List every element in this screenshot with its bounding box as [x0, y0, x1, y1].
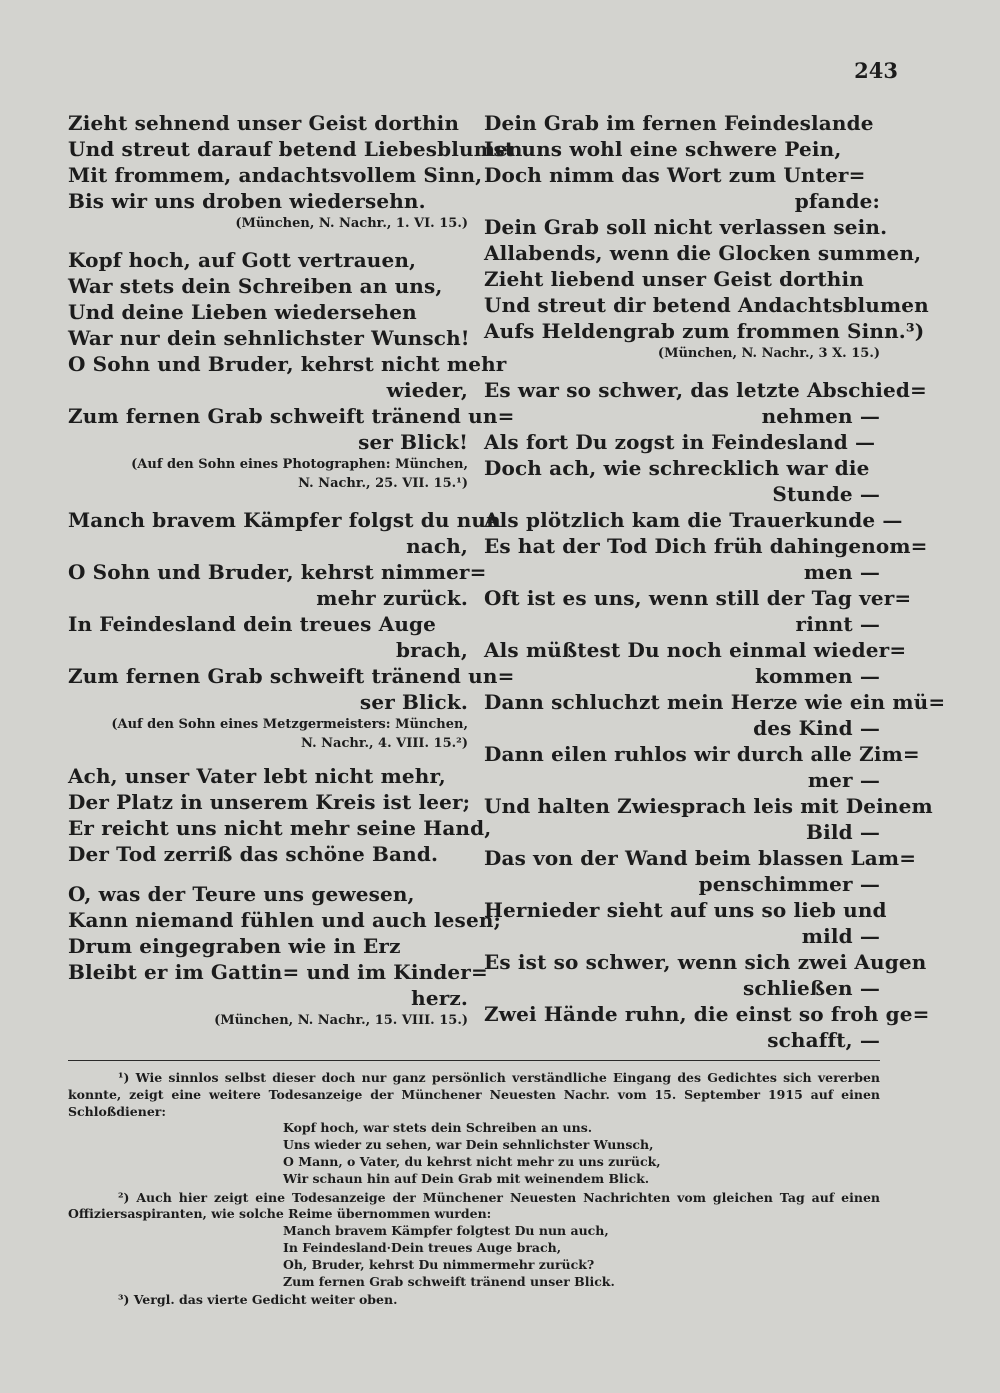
poem-stanza — [484, 110, 929, 363]
poem-line-continuation: schafft, — — [767, 1028, 880, 1052]
footnote-quote — [283, 1223, 880, 1290]
poem-line: Dein Grab soll nicht verlassen sein. — [484, 215, 888, 239]
source-citation: N. Nachr., 4. VIII. 15.²) — [301, 736, 468, 751]
poem-stanza — [68, 763, 492, 867]
poem-line: Der Tod zerriß das schöne Band. — [68, 842, 439, 866]
poem-line: Allabends, wenn die Glocken summen, — [484, 241, 922, 265]
poem-line: Ist uns wohl eine schwere Pein, — [484, 137, 842, 161]
footnote-text: ²) Auch hier zeigt eine Todesanzeige der Münchener Neuesten Nachrichten vom gleichen Tag auf einen Offiziersaspiranten, wie solche Reime übernommen wurden: — [68, 1189, 880, 1222]
poem-line-continuation: mehr zurück. — [316, 586, 468, 610]
poem-line: Zwei Hände ruhn, die einst so froh ge= — [484, 1002, 930, 1026]
quote-line: Manch bravem Kämpfer folgtest Du nun auch, — [283, 1223, 609, 1239]
quote-line: Uns wieder zu sehen, war Dein sehnlichster Wunsch, — [283, 1137, 654, 1153]
poem-line: Dein Grab im fernen Feindeslande — [484, 111, 874, 135]
poem-line-continuation: herz. — [411, 986, 468, 1010]
poem-line-continuation: rinnt — — [795, 612, 880, 636]
poem-line: Kopf hoch, auf Gott vertrauen, — [68, 248, 417, 272]
poem-line: Das von der Wand beim blassen Lam= — [484, 846, 917, 870]
source-citation: (München, N. Nachr., 3 X. 15.) — [657, 346, 880, 361]
footnote-text: ¹) Wie sinnlos selbst dieser doch nur ganz persönlich verständliche Eingang des Gedichtes sich vererben konnte, zeigt eine weitere Todesanzeige der Münchener Neuesten Nachr. vom 15. September 1915 auf einen Schloßdiener: — [68, 1070, 880, 1119]
poem-line-continuation: brach, — [395, 638, 468, 662]
poem-line-continuation: kommen — — [755, 664, 880, 688]
poem-line: O Sohn und Bruder, kehrst nicht mehr — [68, 352, 507, 376]
source-citation: (München, N. Nachr., 15. VIII. 15.) — [214, 1013, 468, 1028]
quote-line: Wir schaun hin auf Dein Grab mit weinendem Blick. — [283, 1170, 650, 1186]
poem-line: Er reicht uns nicht mehr seine Hand, — [68, 816, 492, 840]
poem-line: O, was der Teure uns gewesen, — [68, 882, 415, 906]
poem-line: Doch nimm das Wort zum Unter= — [484, 163, 866, 187]
poem-line: Zieht sehnend unser Geist dorthin — [68, 111, 460, 135]
footnote-2 — [68, 1190, 880, 1291]
poem-line: Oft ist es uns, wenn still der Tag ver= — [484, 586, 912, 610]
footnote-quote — [283, 1120, 880, 1187]
poem-line: Als fort Du zogst in Feindesland — — [484, 430, 876, 454]
quote-line: In Feindesland·Dein treues Auge brach, — [283, 1239, 562, 1255]
poem-line: Und halten Zwiesprach leis mit Deinem — [484, 794, 933, 818]
poem-line: Und streut dir betend Andachtsblumen — [484, 293, 929, 317]
poem-line-continuation: ser Blick! — [358, 430, 468, 454]
left-column — [68, 110, 523, 1030]
poem-line: Bleibt er im Gattin= und im Kinder= — [68, 960, 488, 984]
poem-line-continuation: schließen — — [743, 976, 880, 1000]
poem-line-continuation: mer — — [807, 768, 880, 792]
poem-stanza — [68, 881, 502, 1030]
poem-line: Kann niemand fühlen und auch lesen; — [68, 908, 502, 932]
footnote-1 — [68, 1070, 880, 1188]
poem-line: War stets dein Schreiben an uns, — [68, 274, 443, 298]
poem-line: Manch bravem Kämpfer folgst du nun — [68, 508, 501, 532]
poem-stanza — [68, 247, 515, 493]
quote-line: Zum fernen Grab schweift tränend unser Blick. — [283, 1273, 615, 1289]
poem-line-continuation: ser Blick. — [359, 690, 468, 714]
quote-line: Oh, Bruder, kehrst Du nimmermehr zurück? — [283, 1256, 595, 1272]
source-citation: N. Nachr., 25. VII. 15.¹) — [298, 476, 468, 491]
poem-line: Als plötzlich kam die Trauerkunde — — [484, 508, 903, 532]
source-citation: (Auf den Sohn eines Metzgermeisters: München, — [111, 717, 468, 732]
poem-line-continuation: wieder, — [386, 378, 468, 402]
footnotes — [68, 1070, 880, 1311]
footnote-3 — [68, 1292, 880, 1309]
poem-line-continuation: penschimmer — — [698, 872, 880, 896]
poem-line: Es war so schwer, das letzte Abschied= — [484, 378, 927, 402]
source-citation: (Auf den Sohn eines Photographen: München, — [131, 457, 468, 472]
poem-line: Und streut darauf betend Liebesblumen — [68, 137, 523, 161]
quote-line: O Mann, o Vater, du kehrst nicht mehr zu uns zurück, — [283, 1153, 661, 1169]
poem-line: Dann schluchzt mein Herze wie ein mü= — [484, 690, 946, 714]
poem-line: Zum fernen Grab schweift tränend un= — [68, 664, 515, 688]
right-column — [484, 110, 946, 1053]
footnote-text: ³) Vergl. das vierte Gedicht weiter oben. — [118, 1292, 398, 1308]
poem-line: Doch ach, wie schrecklich war die — [484, 456, 870, 480]
poem-line: War nur dein sehnlichster Wunsch! — [68, 326, 470, 350]
poem-line-continuation: men — — [803, 560, 880, 584]
poem-line-continuation: des Kind — — [753, 716, 880, 740]
poem-line: Aufs Heldengrab zum frommen Sinn.³) — [484, 319, 925, 343]
poem-line: Dann eilen ruhlos wir durch alle Zim= — [484, 742, 920, 766]
poem-line-continuation: nehmen — — [761, 404, 880, 428]
poem-line: Und deine Lieben wiedersehen — [68, 300, 417, 324]
poem-stanza — [68, 110, 523, 233]
poem-line: Drum eingegraben wie in Erz — [68, 934, 401, 958]
poem-line-continuation: mild — — [801, 924, 880, 948]
poem-line: Mit frommem, andachtsvollem Sinn, — [68, 163, 483, 187]
poem-stanza — [484, 377, 946, 1053]
poem-line: In Feindesland dein treues Auge — [68, 612, 437, 636]
poem-line: Als müßtest Du noch einmal wieder= — [484, 638, 907, 662]
quote-line: Kopf hoch, war stets dein Schreiben an uns. — [283, 1120, 593, 1136]
source-citation: (München, N. Nachr., 1. VI. 15.) — [235, 216, 468, 231]
poem-line: Es ist so schwer, wenn sich zwei Augen — [484, 950, 927, 974]
footnote-divider — [68, 1060, 880, 1061]
poem-line-continuation: Stunde — — [772, 482, 880, 506]
page-number: 243 — [854, 58, 898, 83]
poem-line: Zieht liebend unser Geist dorthin — [484, 267, 864, 291]
poem-stanza — [68, 507, 515, 753]
poem-line: Der Platz in unserem Kreis ist leer; — [68, 790, 471, 814]
poem-line-continuation: pfande: — [794, 189, 880, 213]
poem-line: Bis wir uns droben wiedersehn. — [68, 189, 426, 213]
poem-line: Zum fernen Grab schweift tränend un= — [68, 404, 515, 428]
poem-line: Es hat der Tod Dich früh dahingenom= — [484, 534, 928, 558]
poem-line-continuation: nach, — [406, 534, 468, 558]
poem-line-continuation: Bild — — [806, 820, 880, 844]
poem-line: Ach, unser Vater lebt nicht mehr, — [68, 764, 446, 788]
poem-line: Hernieder sieht auf uns so lieb und — [484, 898, 887, 922]
poem-line: O Sohn und Bruder, kehrst nimmer= — [68, 560, 487, 584]
